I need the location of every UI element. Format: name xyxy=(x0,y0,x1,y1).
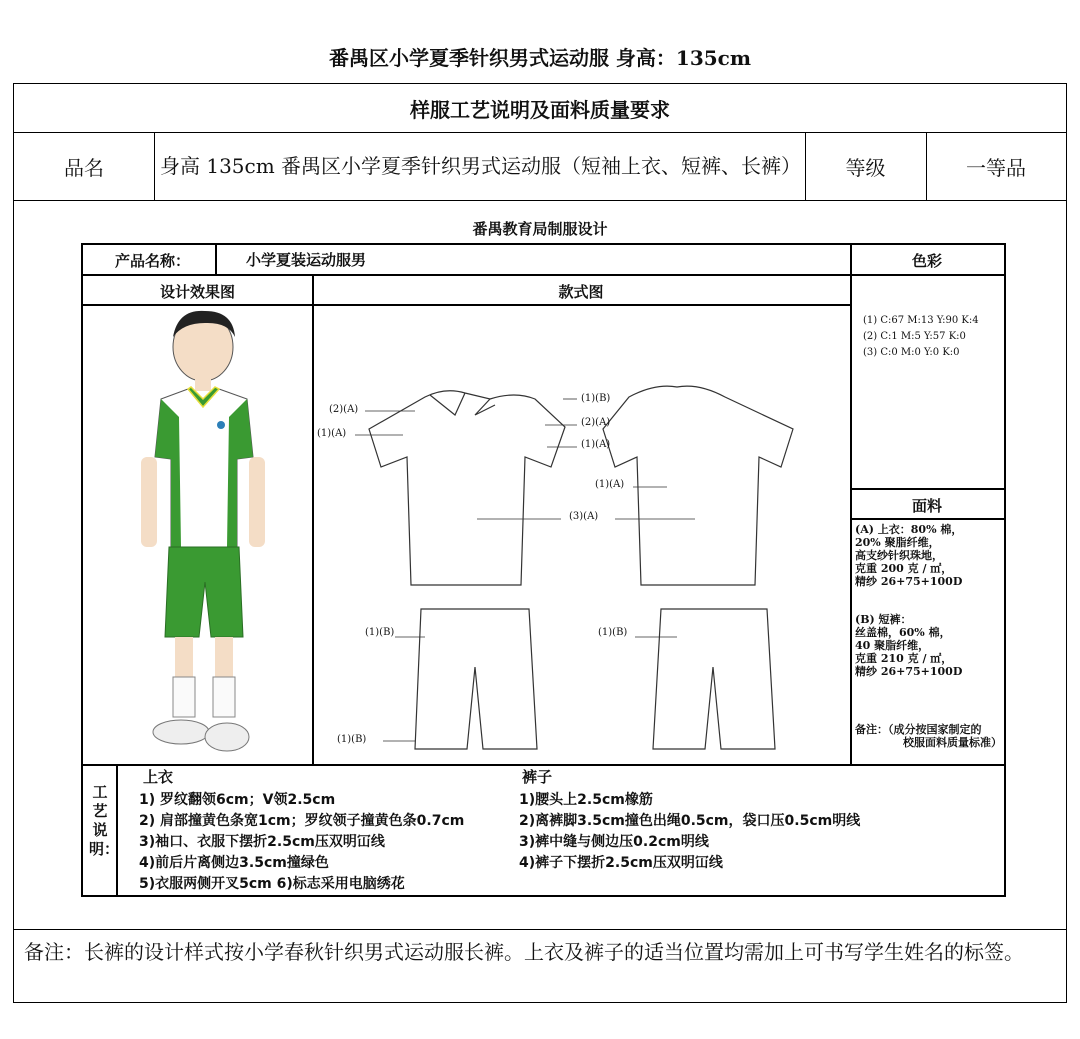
fabric-line: 克重 210 克 / ㎡， xyxy=(855,652,953,665)
fabric-line: 精纱 26+75+100D xyxy=(855,665,963,678)
neck xyxy=(195,377,211,391)
process-item: 3)袖口、衣服下摆折2.5cm压双明冚线 xyxy=(139,834,385,850)
arm-right xyxy=(249,457,265,547)
divider xyxy=(83,274,1004,276)
process-item: 5)衣服两侧开叉5cm 6)标志采用电脑绣花 xyxy=(139,876,405,892)
fabric-a xyxy=(855,523,962,588)
fabric-b xyxy=(855,613,962,678)
divider xyxy=(850,518,1004,520)
process-item: 4)裤子下摆折2.5cm压双明冚线 xyxy=(519,855,723,871)
process-label: 工艺说明： xyxy=(89,783,120,858)
divider xyxy=(116,764,118,895)
callout-label: (1)(B) xyxy=(581,393,611,404)
fabric-line: 20% 聚脂纤维， xyxy=(855,536,940,549)
shorts xyxy=(165,547,243,637)
style-drawings xyxy=(315,307,849,763)
logo-mark xyxy=(217,421,225,429)
design-illustration xyxy=(133,307,273,765)
table-header: 样服工艺说明及面料质量要求 xyxy=(410,97,670,122)
pants-items xyxy=(519,790,860,874)
grade-label: 等级 xyxy=(845,155,886,180)
process-item: 2) 肩部撞黄色条宽1cm；罗纹领子撞黄色条0.7cm xyxy=(139,813,465,829)
shoe-left xyxy=(153,720,209,744)
color-item: (2) C:1 M:5 Y:57 K:0 xyxy=(863,331,966,342)
fabric-line: 精纱 26+75+100D xyxy=(855,575,963,588)
divider xyxy=(14,929,1066,930)
fabric-line: 备注：（成分按国家制定的 xyxy=(855,723,982,736)
top-items xyxy=(139,790,464,895)
shirt-side-left xyxy=(155,399,181,547)
process-item: 1) 罗纹翻领6cm；V领2.5cm xyxy=(139,792,336,808)
callout-label: (2)(A) xyxy=(581,417,611,428)
design-label: 设计效果图 xyxy=(159,283,235,301)
color-list xyxy=(863,313,979,361)
sock-left xyxy=(173,677,195,717)
fabric-line: 高支纱针织珠地， xyxy=(855,549,943,562)
process-item: 1)腰头上2.5cm橡筋 xyxy=(519,792,653,808)
product-label: 产品名称： xyxy=(115,252,191,270)
shoe-right xyxy=(205,723,249,751)
fabric-line: 40 聚脂纤维， xyxy=(855,639,930,652)
shorts-back xyxy=(653,609,775,749)
fabric-label: 面料 xyxy=(911,497,942,515)
fabric-line: (A) 上衣：80% 棉， xyxy=(855,523,963,536)
divider xyxy=(83,304,850,306)
divider xyxy=(312,274,314,764)
callout-label: (2)(A) xyxy=(329,404,359,415)
sheet-title: 番禺教育局制服设计 xyxy=(472,220,608,238)
color-label: 色彩 xyxy=(911,252,942,270)
process-item: 2)离裤脚3.5cm撞色出绳0.5cm，袋口压0.5cm明线 xyxy=(519,813,861,829)
fabric-line: 丝盖棉，60% 棉， xyxy=(855,626,951,639)
process-item: 4)前后片离侧边3.5cm撞绿色 xyxy=(139,855,329,871)
color-item: (3) C:0 M:0 Y:0 K:0 xyxy=(863,347,960,358)
page-title: 番禺区小学夏季针织男式运动服 身高：135cm xyxy=(328,46,752,70)
fabric-note xyxy=(855,723,1002,749)
style-label: 款式图 xyxy=(558,283,604,301)
callout-label: (1)(B) xyxy=(365,627,395,638)
color-item: (1) C:67 M:13 Y:90 K:4 xyxy=(863,315,979,326)
fabric-line: 校服面料质量标准） xyxy=(903,736,1002,749)
shirt-front xyxy=(369,391,565,585)
callout-label: (1)(A) xyxy=(595,479,625,490)
divider xyxy=(850,488,1004,490)
divider xyxy=(14,200,1066,201)
fabric-line: (B) 短裤： xyxy=(855,613,912,626)
callout-label: (3)(A) xyxy=(569,511,599,522)
top-label: 上衣 xyxy=(143,768,174,786)
pants-label: 裤子 xyxy=(522,768,553,786)
callout-label: (1)(A) xyxy=(581,439,611,450)
name-value: 身高 135cm 番禺区小学夏季针织男式运动服（短袖上衣、短裤、长裤） xyxy=(160,154,802,178)
shirt-back xyxy=(603,386,793,585)
grade-value: 一等品 xyxy=(966,155,1026,180)
design-sheet xyxy=(81,243,1006,897)
callout-label: (1)(B) xyxy=(337,734,367,745)
callout-label: (1)(B) xyxy=(598,627,628,638)
arm-left xyxy=(141,457,157,547)
shirt-collar-front xyxy=(430,393,495,415)
callout-label: (1)(A) xyxy=(317,428,347,439)
footer-note: 备注：长裤的设计样式按小学春秋针织男式运动服长裤。上衣及裤子的适当位置均需加上可书写学生姓名的标签。 xyxy=(24,940,1024,964)
process-item: 3)裤中缝与侧边压0.2cm明线 xyxy=(519,834,709,850)
shorts-front xyxy=(415,609,537,749)
product-value: 小学夏装运动服男 xyxy=(246,251,367,269)
sock-right xyxy=(213,677,235,717)
name-label: 品名 xyxy=(64,155,104,180)
divider xyxy=(215,245,217,274)
divider xyxy=(154,132,155,200)
fabric-line: 克重 200 克 / ㎡， xyxy=(855,562,953,575)
